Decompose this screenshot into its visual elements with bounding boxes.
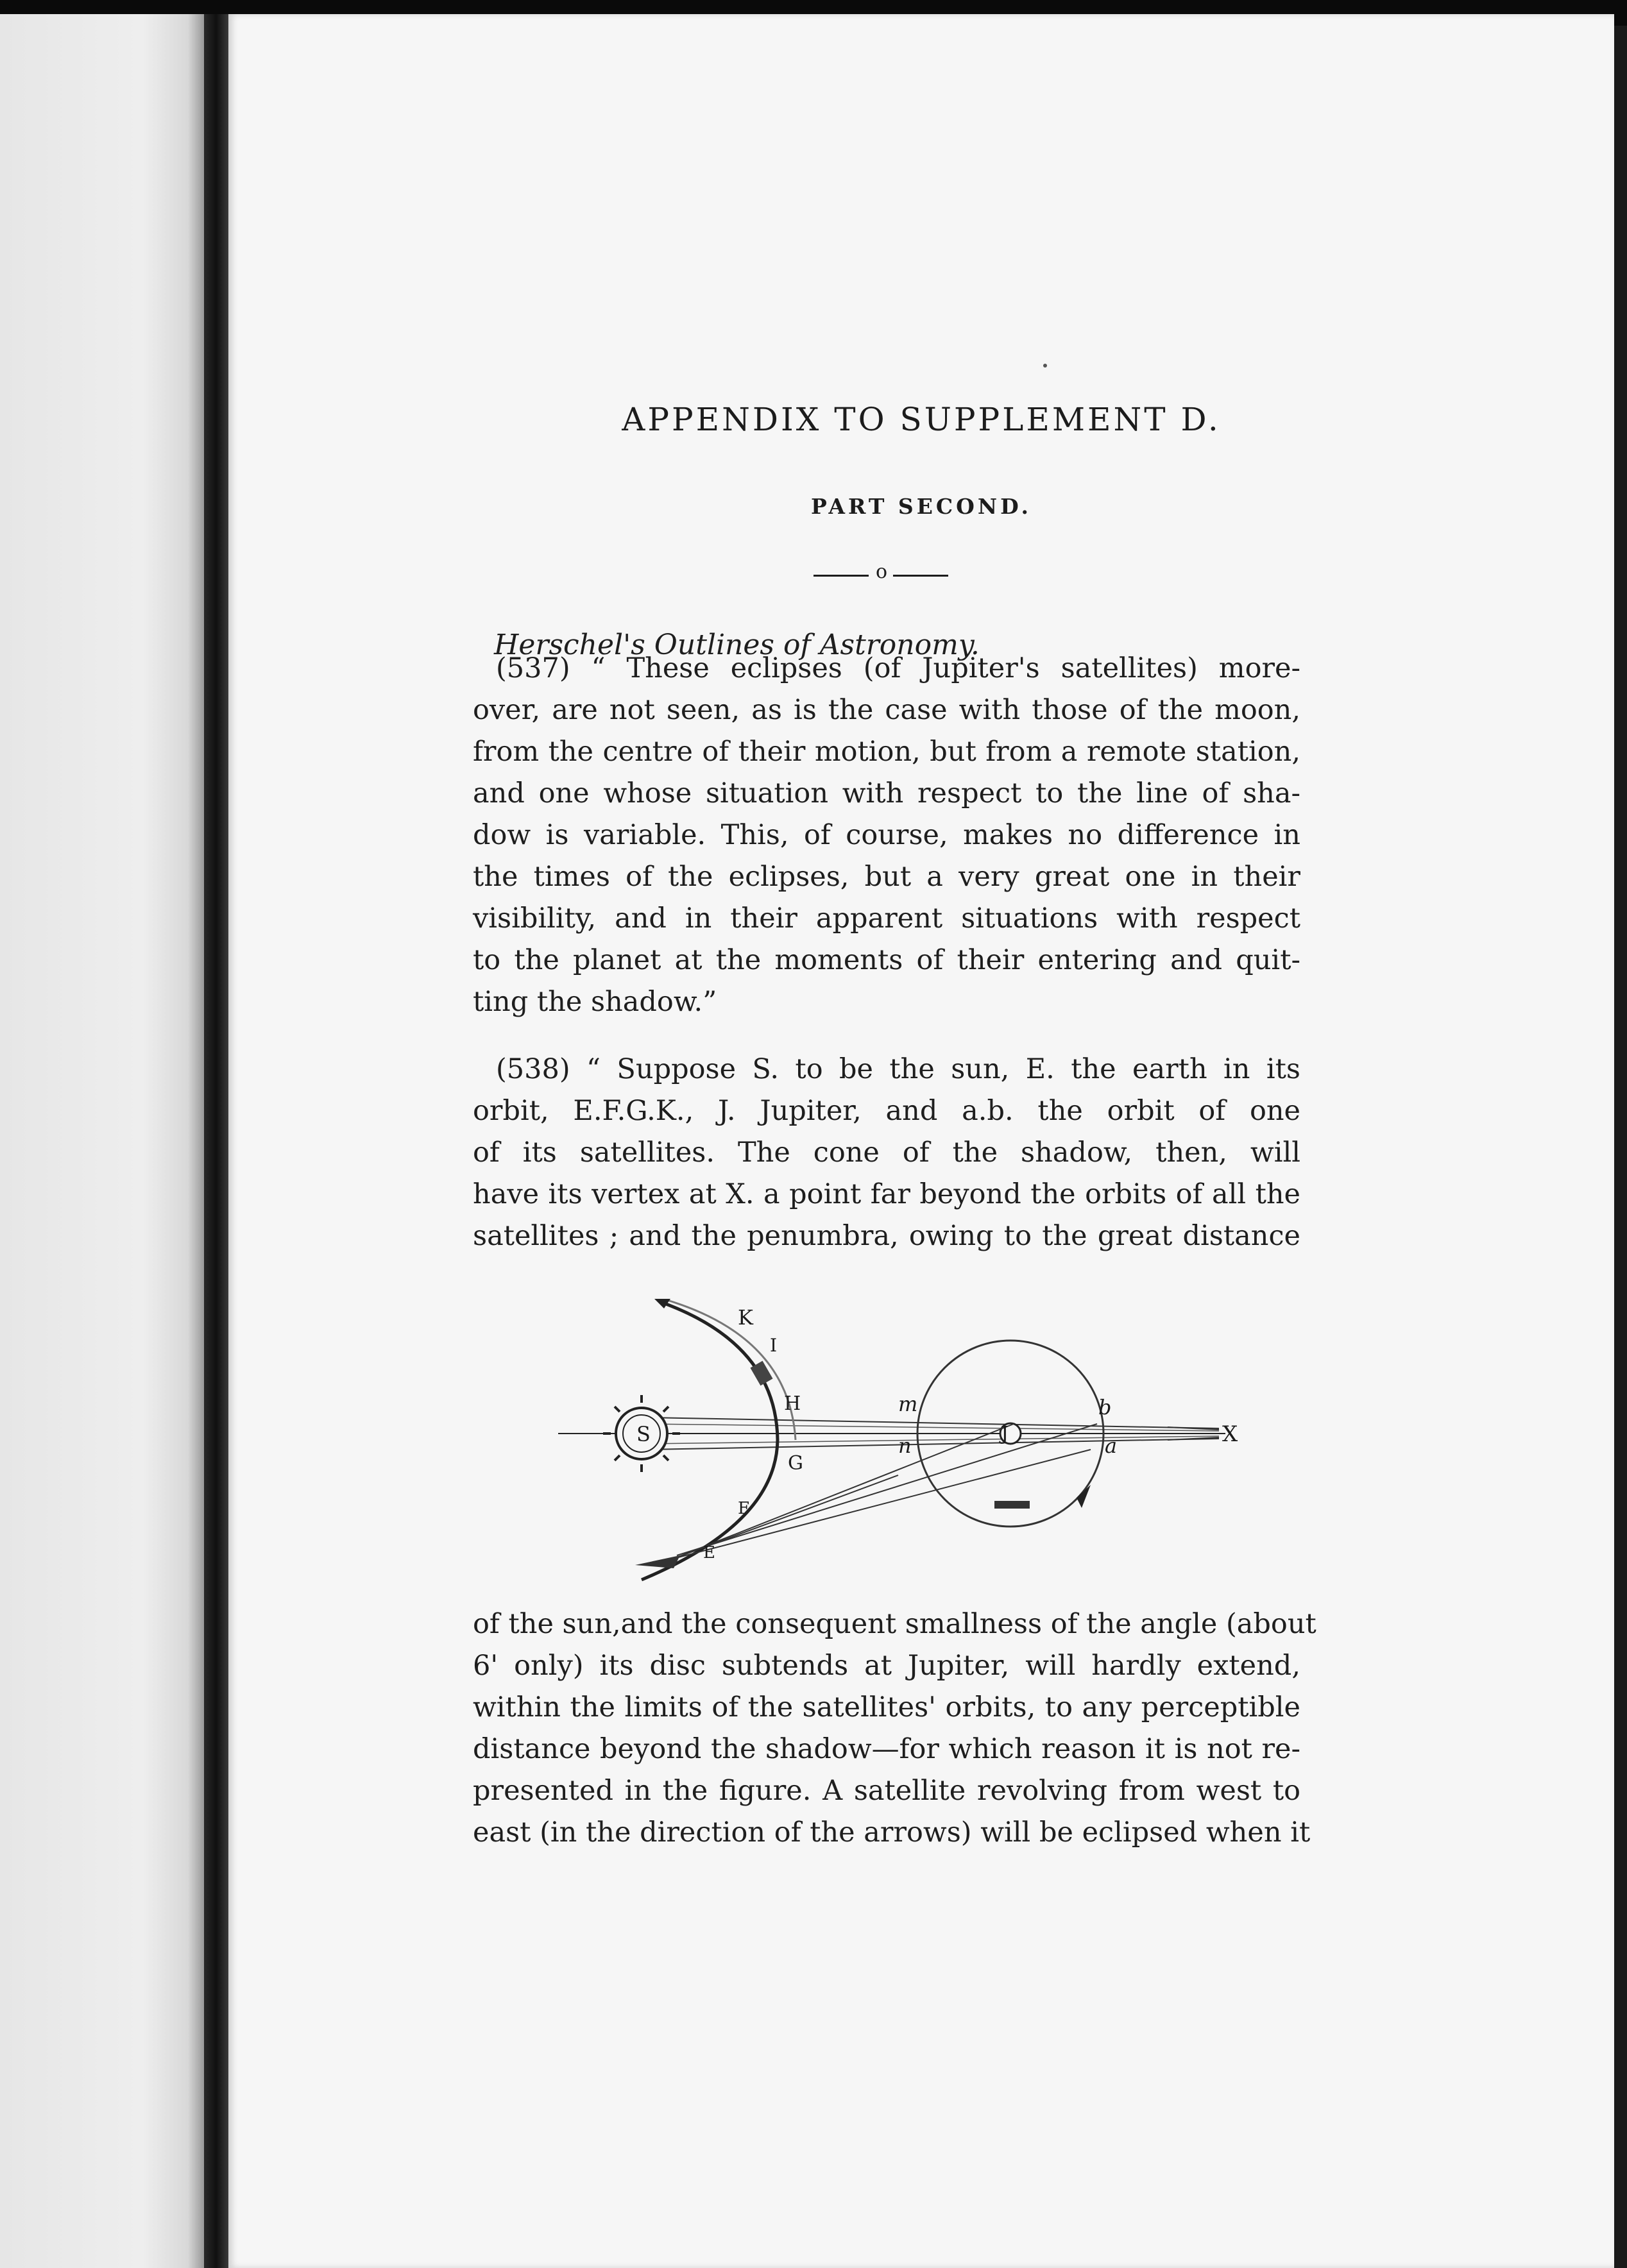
- shadow-line: [648, 1424, 1219, 1431]
- text-line: and one whose situation with respect to the line of sha-: [473, 777, 1300, 809]
- satellite-mark: [994, 1501, 1030, 1509]
- paragraph-continued: [473, 1604, 1316, 1854]
- text-line: orbit, E.F.G.K., J. Jupiter, and a.b. the orbit of one: [473, 1095, 1300, 1127]
- text-line: visibility, and in their apparent situations with respect: [473, 902, 1300, 935]
- text-line: (538) “ Suppose S. to be the sun, E. the earth in its: [496, 1053, 1300, 1085]
- text-line: from the centre of their motion, but from a remote station,: [473, 736, 1300, 768]
- page-subtitle: PART SECOND.: [811, 494, 1032, 519]
- shadow-cone-upper: [648, 1418, 1219, 1428]
- source-citation: Herschel's Outlines of Astronomy.: [494, 629, 980, 661]
- previous-page-edge: [0, 14, 204, 2268]
- earth: [635, 1555, 680, 1568]
- text-line: of the sun,and the consequent smallness of the angle (about: [473, 1608, 1316, 1640]
- eclipse-diagram: [552, 1292, 1245, 1594]
- text-line: ting the shadow.”: [473, 986, 717, 1018]
- satellite-arrow: [1077, 1485, 1091, 1508]
- page-title: APPENDIX TO SUPPLEMENT D.: [622, 401, 1221, 438]
- text-line: dow is variable. This, of course, makes no difference in: [473, 819, 1300, 851]
- label-a: a: [1105, 1434, 1118, 1458]
- text-line: to the planet at the moments of their entering and quit-: [473, 944, 1300, 976]
- section-divider: o: [814, 559, 948, 585]
- label-n: n: [898, 1434, 912, 1458]
- label-s: S: [636, 1422, 651, 1446]
- speck: [1043, 364, 1047, 368]
- eclipse-diagram-svg: [552, 1292, 1245, 1594]
- label-i: I: [770, 1335, 778, 1356]
- book-gutter: [204, 14, 228, 2268]
- label-f: F: [738, 1499, 750, 1518]
- label-x: X: [1222, 1421, 1238, 1447]
- text-line: 6' only) its disc subtends at Jupiter, will hardly extend,: [473, 1650, 1300, 1682]
- text-line: satellites ; and the penumbra, owing to the great distance: [473, 1220, 1300, 1252]
- sight-line: [674, 1424, 1014, 1559]
- right-scan-edge: [1614, 26, 1627, 2268]
- label-g: G: [788, 1452, 803, 1475]
- paragraph-537: [473, 648, 1300, 1023]
- label-e: E: [703, 1543, 715, 1562]
- sight-line: [677, 1424, 1097, 1555]
- text-line: the times of the eclipses, but a very great one in their: [473, 861, 1300, 893]
- label-b: b: [1098, 1395, 1112, 1419]
- text-line: (537) “ These eclipses (of Jupiter's satellites) more-: [496, 652, 1300, 684]
- text-line: within the limits of the satellites' orbits, to any perceptible: [473, 1691, 1300, 1723]
- label-k: K: [738, 1305, 753, 1330]
- text-line: presented in the figure. A satellite revolving from west to: [473, 1775, 1300, 1807]
- text-line: over, are not seen, as is the case with those of the moon,: [473, 694, 1300, 726]
- label-m: m: [898, 1392, 918, 1416]
- label-h: H: [784, 1392, 801, 1415]
- label-j: J: [1001, 1423, 1009, 1445]
- text-line: of its satellites. The cone of the shadow, then, will: [473, 1137, 1300, 1169]
- text-line: have its vertex at X. a point far beyond the orbits of all the: [473, 1178, 1300, 1210]
- paragraph-538: [473, 1049, 1300, 1257]
- text-line: east (in the direction of the arrows) will be eclipsed when it: [473, 1816, 1311, 1849]
- text-line: distance beyond the shadow—for which reason it is not re-: [473, 1733, 1300, 1765]
